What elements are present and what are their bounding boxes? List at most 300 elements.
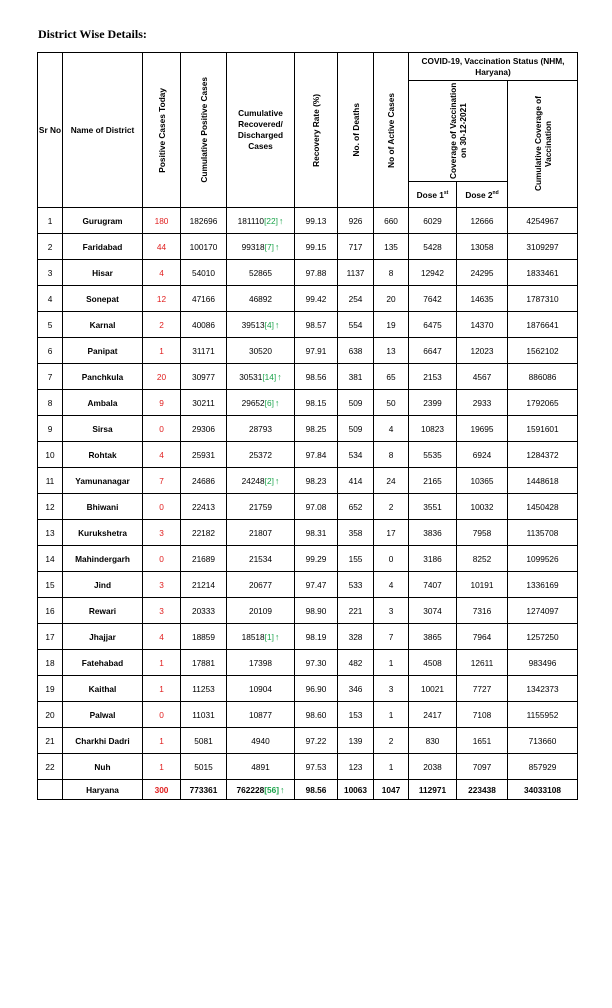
cell-cumulative-positive: 11031 <box>181 702 227 728</box>
table-row <box>38 676 578 702</box>
header-dose1-label: Dose 1 <box>416 189 444 200</box>
cell-recovery-rate: 99.42 <box>295 286 338 312</box>
up-arrow-icon: ↑ <box>274 241 280 252</box>
cell-deaths: 554 <box>338 312 374 338</box>
cell-sr: 18 <box>38 650 63 676</box>
header-cumulative-vaccination-label: Cumulative Coverage of Vaccination <box>532 96 553 192</box>
cell-recovered <box>227 416 295 442</box>
cell-recovery-rate: 98.90 <box>295 598 338 624</box>
cell-cumulative-positive: 25931 <box>181 442 227 468</box>
table-row <box>38 728 578 754</box>
cell-sr: 10 <box>38 442 63 468</box>
cell-cumulative-vaccination: 1591601 <box>508 416 578 442</box>
cell-district-name: Yamunanagar <box>63 468 143 494</box>
cell-district-name: Ambala <box>63 390 143 416</box>
up-arrow-icon: ↑ <box>277 371 282 382</box>
cell-dose2: 12666 <box>457 208 508 234</box>
cell-cumulative-positive: 29306 <box>181 416 227 442</box>
cell-recovered <box>227 338 295 364</box>
cell-dose1: 5428 <box>409 234 457 260</box>
cell-positive-today: 1 <box>143 754 181 780</box>
cell-recovered <box>227 364 295 390</box>
recovered-value: 181110 <box>237 215 265 226</box>
cell-dose2: 4567 <box>457 364 508 390</box>
total-recovered <box>227 780 295 800</box>
cell-dose1: 10823 <box>409 416 457 442</box>
cell-cumulative-vaccination: 1342373 <box>508 676 578 702</box>
cell-cumulative-vaccination: 1099526 <box>508 546 578 572</box>
cell-recovery-rate: 98.15 <box>295 390 338 416</box>
cell-recovery-rate: 97.53 <box>295 754 338 780</box>
cell-recovered <box>227 468 295 494</box>
cell-recovery-rate: 99.13 <box>295 208 338 234</box>
cell-deaths: 153 <box>338 702 374 728</box>
cell-recovery-rate: 97.88 <box>295 260 338 286</box>
table-row <box>38 624 578 650</box>
cell-active: 1 <box>374 650 409 676</box>
cell-dose2: 7108 <box>457 702 508 728</box>
cell-sr: 22 <box>38 754 63 780</box>
table-row <box>38 546 578 572</box>
table-row <box>38 572 578 598</box>
cell-sr: 12 <box>38 494 63 520</box>
recovered-increase: [22] <box>264 215 278 226</box>
cell-positive-today: 20 <box>143 364 181 390</box>
total-recovery-rate: 98.56 <box>295 780 338 800</box>
cell-district-name: Palwal <box>63 702 143 728</box>
cell-dose1: 2399 <box>409 390 457 416</box>
cell-sr: 19 <box>38 676 63 702</box>
table-row <box>38 364 578 390</box>
cell-recovered <box>227 754 295 780</box>
cell-cumulative-vaccination: 1336169 <box>508 572 578 598</box>
cell-district-name: Panchkula <box>63 364 143 390</box>
recovered-value: 46892 <box>248 293 273 304</box>
cell-active: 4 <box>374 572 409 598</box>
cell-deaths: 509 <box>338 416 374 442</box>
cell-dose1: 3074 <box>409 598 457 624</box>
cell-deaths: 926 <box>338 208 374 234</box>
cell-recovered <box>227 260 295 286</box>
cell-cumulative-vaccination: 1135708 <box>508 520 578 546</box>
header-cumulative-positive-label: Cumulative Positive Cases <box>198 77 209 183</box>
cell-deaths: 1137 <box>338 260 374 286</box>
cell-positive-today: 7 <box>143 468 181 494</box>
cell-dose2: 6924 <box>457 442 508 468</box>
cell-dose1: 2038 <box>409 754 457 780</box>
cell-dose2: 12611 <box>457 650 508 676</box>
cell-dose1: 2165 <box>409 468 457 494</box>
cell-deaths: 482 <box>338 650 374 676</box>
header-cumulative-recovered: Cumulative Recovered/ Discharged Cases <box>227 53 295 208</box>
cell-district-name: Jind <box>63 572 143 598</box>
cell-sr: 5 <box>38 312 63 338</box>
cell-recovered <box>227 208 295 234</box>
header-positive-today-label: Positive Cases Today <box>156 87 167 173</box>
recovered-value: 10904 <box>248 683 273 694</box>
cell-cumulative-positive: 30211 <box>181 390 227 416</box>
table-row <box>38 260 578 286</box>
cell-recovered <box>227 676 295 702</box>
cell-recovered <box>227 572 295 598</box>
cell-cumulative-positive: 17881 <box>181 650 227 676</box>
cell-cumulative-positive: 24686 <box>181 468 227 494</box>
up-arrow-icon: ↑ <box>274 475 280 486</box>
recovered-value: 20109 <box>248 605 273 616</box>
cell-dose1: 3865 <box>409 624 457 650</box>
recovered-value: 99318 <box>241 241 265 252</box>
cell-cumulative-vaccination: 1450428 <box>508 494 578 520</box>
header-coverage <box>409 81 508 182</box>
cell-active: 17 <box>374 520 409 546</box>
cell-district-name: Bhiwani <box>63 494 143 520</box>
cell-district-name: Panipat <box>63 338 143 364</box>
cell-positive-today: 0 <box>143 416 181 442</box>
cell-recovered <box>227 624 295 650</box>
cell-cumulative-vaccination: 1876641 <box>508 312 578 338</box>
recovered-increase: [7] <box>264 241 274 252</box>
cell-dose2: 12023 <box>457 338 508 364</box>
cell-sr: 2 <box>38 234 63 260</box>
cell-cumulative-positive: 54010 <box>181 260 227 286</box>
cell-dose2: 14370 <box>457 312 508 338</box>
cell-dose2: 7727 <box>457 676 508 702</box>
recovered-value: 20677 <box>248 579 273 590</box>
cell-cumulative-vaccination: 1787310 <box>508 286 578 312</box>
cell-active: 1 <box>374 702 409 728</box>
recovered-increase: [2] <box>264 475 274 486</box>
cell-recovery-rate: 98.19 <box>295 624 338 650</box>
cell-district-name: Gurugram <box>63 208 143 234</box>
cell-recovered <box>227 702 295 728</box>
up-arrow-icon: ↑ <box>274 631 280 642</box>
total-dose1: 112971 <box>409 780 457 800</box>
header-dose2-sup: nd <box>492 189 499 196</box>
up-arrow-icon: ↑ <box>274 319 280 330</box>
cell-dose2: 24295 <box>457 260 508 286</box>
cell-active: 20 <box>374 286 409 312</box>
recovered-increase: [56] <box>264 784 279 795</box>
cell-recovery-rate: 98.56 <box>295 364 338 390</box>
cell-dose1: 6029 <box>409 208 457 234</box>
cell-dose2: 2933 <box>457 390 508 416</box>
total-cumulative-vaccination: 34033108 <box>508 780 578 800</box>
cell-cumulative-positive: 100170 <box>181 234 227 260</box>
cell-recovery-rate: 96.90 <box>295 676 338 702</box>
cell-deaths: 221 <box>338 598 374 624</box>
cell-district-name: Mahindergarh <box>63 546 143 572</box>
total-name: Haryana <box>63 780 143 800</box>
cell-district-name: Karnal <box>63 312 143 338</box>
cell-positive-today: 2 <box>143 312 181 338</box>
cell-dose1: 5535 <box>409 442 457 468</box>
cell-cumulative-vaccination: 4254967 <box>508 208 578 234</box>
cell-positive-today: 4 <box>143 260 181 286</box>
header-district-name: Name of District <box>63 53 143 208</box>
cell-deaths: 509 <box>338 390 374 416</box>
recovered-value: 10877 <box>248 709 273 720</box>
cell-recovery-rate: 98.25 <box>295 416 338 442</box>
cell-dose1: 4508 <box>409 650 457 676</box>
table-row <box>38 702 578 728</box>
table-row <box>38 208 578 234</box>
header-recovery-rate <box>295 53 338 208</box>
cell-recovery-rate: 99.15 <box>295 234 338 260</box>
cell-cumulative-vaccination: 1284372 <box>508 442 578 468</box>
cell-district-name: Rohtak <box>63 442 143 468</box>
cell-district-name: Jhajjar <box>63 624 143 650</box>
cell-sr: 8 <box>38 390 63 416</box>
cell-cumulative-positive: 22182 <box>181 520 227 546</box>
header-deaths-label: No. of Deaths <box>350 103 361 157</box>
table-row <box>38 338 578 364</box>
cell-sr: 3 <box>38 260 63 286</box>
cell-sr: 20 <box>38 702 63 728</box>
cell-dose1: 7642 <box>409 286 457 312</box>
cell-active: 135 <box>374 234 409 260</box>
cell-sr: 7 <box>38 364 63 390</box>
cell-active: 7 <box>374 624 409 650</box>
cell-district-name: Nuh <box>63 754 143 780</box>
total-cumulative-positive: 773361 <box>181 780 227 800</box>
recovered-increase: [6] <box>264 397 274 408</box>
header-dose2-label: Dose 2 <box>465 189 493 200</box>
total-deaths: 10063 <box>338 780 374 800</box>
cell-dose1: 3836 <box>409 520 457 546</box>
table-row <box>38 234 578 260</box>
cell-deaths: 155 <box>338 546 374 572</box>
cell-cumulative-positive: 5081 <box>181 728 227 754</box>
cell-positive-today: 0 <box>143 702 181 728</box>
cell-active: 3 <box>374 676 409 702</box>
cell-dose2: 1651 <box>457 728 508 754</box>
cell-cumulative-vaccination: 1562102 <box>508 338 578 364</box>
total-positive-today: 300 <box>143 780 181 800</box>
cell-sr: 21 <box>38 728 63 754</box>
cell-dose1: 7407 <box>409 572 457 598</box>
cell-recovered <box>227 520 295 546</box>
cell-active: 1 <box>374 754 409 780</box>
recovered-value: 21807 <box>248 527 273 538</box>
header-cumulative-vaccination <box>508 81 578 208</box>
cell-district-name: Charkhi Dadri <box>63 728 143 754</box>
cell-dose1: 830 <box>409 728 457 754</box>
recovered-value: 21759 <box>248 501 273 512</box>
cell-recovery-rate: 98.60 <box>295 702 338 728</box>
cell-dose1: 2153 <box>409 364 457 390</box>
recovered-value: 4940 <box>251 735 270 746</box>
cell-positive-today: 3 <box>143 598 181 624</box>
cell-active: 24 <box>374 468 409 494</box>
cell-dose1: 12942 <box>409 260 457 286</box>
cell-sr: 16 <box>38 598 63 624</box>
cell-dose1: 3186 <box>409 546 457 572</box>
recovered-value: 4891 <box>251 761 270 772</box>
cell-active: 4 <box>374 416 409 442</box>
cell-cumulative-vaccination: 1448618 <box>508 468 578 494</box>
cell-cumulative-vaccination: 1792065 <box>508 390 578 416</box>
cell-positive-today: 1 <box>143 728 181 754</box>
cell-cumulative-positive: 22413 <box>181 494 227 520</box>
header-positive-today <box>143 53 181 208</box>
cell-deaths: 652 <box>338 494 374 520</box>
table-row <box>38 494 578 520</box>
up-arrow-icon: ↑ <box>278 215 284 226</box>
recovered-value: 39513 <box>241 319 265 330</box>
cell-recovery-rate: 97.30 <box>295 650 338 676</box>
cell-recovery-rate: 97.91 <box>295 338 338 364</box>
cell-deaths: 254 <box>338 286 374 312</box>
recovered-value: 762228 <box>236 784 265 795</box>
cell-cumulative-positive: 5015 <box>181 754 227 780</box>
cell-dose1: 2417 <box>409 702 457 728</box>
cell-district-name: Sonepat <box>63 286 143 312</box>
cell-active: 8 <box>374 442 409 468</box>
cell-deaths: 717 <box>338 234 374 260</box>
cell-dose2: 14635 <box>457 286 508 312</box>
recovered-value: 28793 <box>248 423 273 434</box>
cell-cumulative-positive: 11253 <box>181 676 227 702</box>
cell-positive-today: 4 <box>143 624 181 650</box>
cell-dose2: 7958 <box>457 520 508 546</box>
cell-deaths: 414 <box>338 468 374 494</box>
header-dose1-sup: st <box>443 189 449 196</box>
recovered-value: 25372 <box>248 449 273 460</box>
cell-active: 19 <box>374 312 409 338</box>
cell-recovered <box>227 234 295 260</box>
cell-dose1: 6647 <box>409 338 457 364</box>
cell-recovered <box>227 312 295 338</box>
cell-sr: 1 <box>38 208 63 234</box>
cell-cumulative-positive: 182696 <box>181 208 227 234</box>
cell-recovery-rate: 98.31 <box>295 520 338 546</box>
cell-active: 660 <box>374 208 409 234</box>
cell-district-name: Kurukshetra <box>63 520 143 546</box>
cell-cumulative-positive: 21214 <box>181 572 227 598</box>
cell-cumulative-positive: 18859 <box>181 624 227 650</box>
cell-active: 2 <box>374 494 409 520</box>
recovered-value: 29652 <box>241 397 265 408</box>
cell-dose2: 7316 <box>457 598 508 624</box>
cell-cumulative-vaccination: 1155952 <box>508 702 578 728</box>
cell-positive-today: 1 <box>143 338 181 364</box>
cell-positive-today: 12 <box>143 286 181 312</box>
table-row <box>38 598 578 624</box>
cell-recovered <box>227 546 295 572</box>
cell-active: 3 <box>374 598 409 624</box>
cell-recovered <box>227 598 295 624</box>
recovered-value: 18518 <box>241 631 265 642</box>
cell-recovered <box>227 650 295 676</box>
cell-dose1: 3551 <box>409 494 457 520</box>
cell-sr: 11 <box>38 468 63 494</box>
table-row <box>38 650 578 676</box>
cell-dose2: 8252 <box>457 546 508 572</box>
district-table <box>37 52 578 800</box>
cell-cumulative-positive: 31171 <box>181 338 227 364</box>
cell-cumulative-positive: 47166 <box>181 286 227 312</box>
header-active-cases <box>374 53 409 208</box>
cell-dose1: 10021 <box>409 676 457 702</box>
cell-deaths: 358 <box>338 520 374 546</box>
cell-sr: 14 <box>38 546 63 572</box>
cell-cumulative-vaccination: 857929 <box>508 754 578 780</box>
cell-deaths: 381 <box>338 364 374 390</box>
table-row <box>38 312 578 338</box>
cell-deaths: 328 <box>338 624 374 650</box>
cell-recovery-rate: 97.08 <box>295 494 338 520</box>
recovered-increase: [4] <box>264 319 274 330</box>
recovered-value: 30531 <box>239 371 263 382</box>
total-active: 1047 <box>374 780 409 800</box>
header-recovery-rate-label: Recovery Rate (%) <box>311 93 321 167</box>
cell-cumulative-vaccination: 1257250 <box>508 624 578 650</box>
cell-sr: 9 <box>38 416 63 442</box>
cell-positive-today: 0 <box>143 546 181 572</box>
recovered-value: 52865 <box>248 267 273 278</box>
cell-dose2: 7964 <box>457 624 508 650</box>
cell-cumulative-vaccination: 713660 <box>508 728 578 754</box>
recovered-value: 21534 <box>248 553 273 564</box>
cell-active: 50 <box>374 390 409 416</box>
table-row <box>38 520 578 546</box>
cell-cumulative-vaccination: 1274097 <box>508 598 578 624</box>
cell-positive-today: 180 <box>143 208 181 234</box>
cell-deaths: 533 <box>338 572 374 598</box>
cell-active: 65 <box>374 364 409 390</box>
recovered-increase: [14] <box>262 371 277 382</box>
cell-positive-today: 1 <box>143 650 181 676</box>
total-dose2: 223438 <box>457 780 508 800</box>
cell-deaths: 123 <box>338 754 374 780</box>
section-title: District Wise Details: <box>38 27 147 41</box>
cell-active: 8 <box>374 260 409 286</box>
cell-cumulative-positive: 40086 <box>181 312 227 338</box>
total-blank <box>38 780 63 800</box>
cell-deaths: 139 <box>338 728 374 754</box>
recovered-value: 30520 <box>248 345 273 356</box>
cell-active: 13 <box>374 338 409 364</box>
table-row <box>38 754 578 780</box>
up-arrow-icon: ↑ <box>279 784 285 795</box>
cell-sr: 17 <box>38 624 63 650</box>
cell-district-name: Faridabad <box>63 234 143 260</box>
cell-positive-today: 1 <box>143 676 181 702</box>
cell-recovery-rate: 97.47 <box>295 572 338 598</box>
total-row <box>38 780 578 800</box>
cell-recovered <box>227 442 295 468</box>
cell-deaths: 534 <box>338 442 374 468</box>
cell-dose2: 10191 <box>457 572 508 598</box>
table-row <box>38 286 578 312</box>
cell-district-name: Kaithal <box>63 676 143 702</box>
cell-deaths: 638 <box>338 338 374 364</box>
header-dose1 <box>409 182 457 208</box>
cell-positive-today: 3 <box>143 520 181 546</box>
cell-positive-today: 0 <box>143 494 181 520</box>
cell-district-name: Sirsa <box>63 416 143 442</box>
cell-recovery-rate: 97.22 <box>295 728 338 754</box>
cell-positive-today: 9 <box>143 390 181 416</box>
header-coverage-label: Coverage of Vaccination on 30-12-2021 <box>448 82 468 180</box>
table-row <box>38 442 578 468</box>
cell-sr: 6 <box>38 338 63 364</box>
header-dose2 <box>457 182 508 208</box>
cell-dose2: 7097 <box>457 754 508 780</box>
cell-district-name: Fatehabad <box>63 650 143 676</box>
cell-recovered <box>227 286 295 312</box>
cell-dose2: 10365 <box>457 468 508 494</box>
